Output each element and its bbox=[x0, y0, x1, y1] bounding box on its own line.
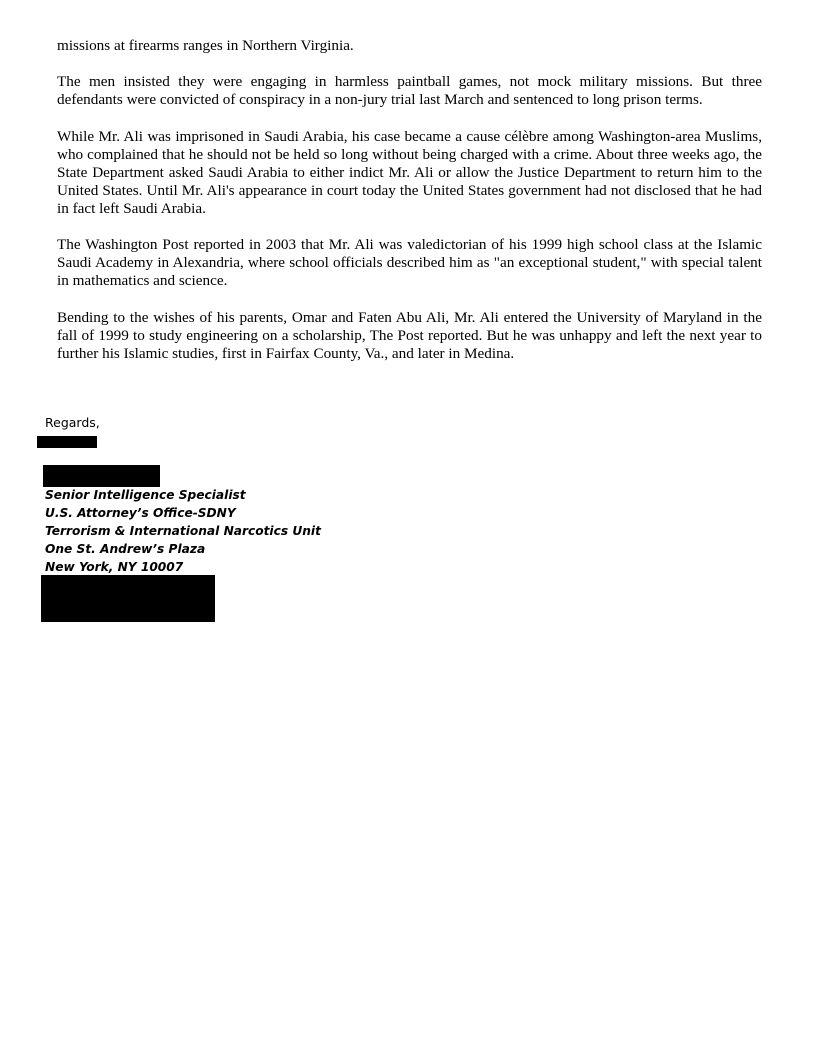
closing-regards: Regards, bbox=[45, 415, 100, 430]
signature-title: Senior Intelligence Specialist bbox=[45, 488, 246, 502]
paragraph-firearms-ranges: missions at firearms ranges in Northern Virginia. bbox=[57, 37, 354, 54]
redaction-bar-name bbox=[43, 465, 160, 487]
signature-street: One St. Andrew’s Plaza bbox=[45, 542, 206, 556]
signature-city: New York, NY 10007 bbox=[45, 560, 184, 574]
paragraph-saudi-imprisonment: While Mr. Ali was imprisoned in Saudi Arabia, his case became a cause célèbre among Washington-area Muslims, who complained that he should not be held so long without being charged with a crime. About three weeks ago, the State Department asked Saudi Arabia to either indict Mr. Ali or allow the Justice Department to return him to the United States. Until Mr. Ali's appearance in court today the United States government had not disclosed that he had in fact left Saudi Arabia. bbox=[57, 128, 762, 217]
signature-block bbox=[45, 486, 321, 576]
paragraph-university-of-maryland: Bending to the wishes of his parents, Omar and Faten Abu Ali, Mr. Ali entered the University of Maryland in the fall of 1999 to study engineering on a scholarship, The Post reported. But he was unhappy and left the next year to further his Islamic studies, first in Fairfax County, Va., and later in Medina. bbox=[57, 309, 762, 362]
redaction-bar bbox=[37, 436, 97, 448]
paragraph-valedictorian: The Washington Post reported in 2003 that Mr. Ali was valedictorian of his 1999 high school class at the Islamic Saudi Academy in Alexandria, where school officials described him as "an exceptional student," with special talent in mathematics and science. bbox=[57, 236, 762, 289]
signature-office: U.S. Attorney’s Office-SDNY bbox=[45, 506, 236, 520]
redaction-bar-contact bbox=[41, 575, 215, 622]
paragraph-paintball-games: The men insisted they were engaging in harmless paintball games, not mock military missions. But three defendants were convicted of conspiracy in a non-jury trial last March and sentenced to long prison terms. bbox=[57, 73, 762, 108]
signature-unit: Terrorism & International Narcotics Unit bbox=[45, 524, 321, 538]
